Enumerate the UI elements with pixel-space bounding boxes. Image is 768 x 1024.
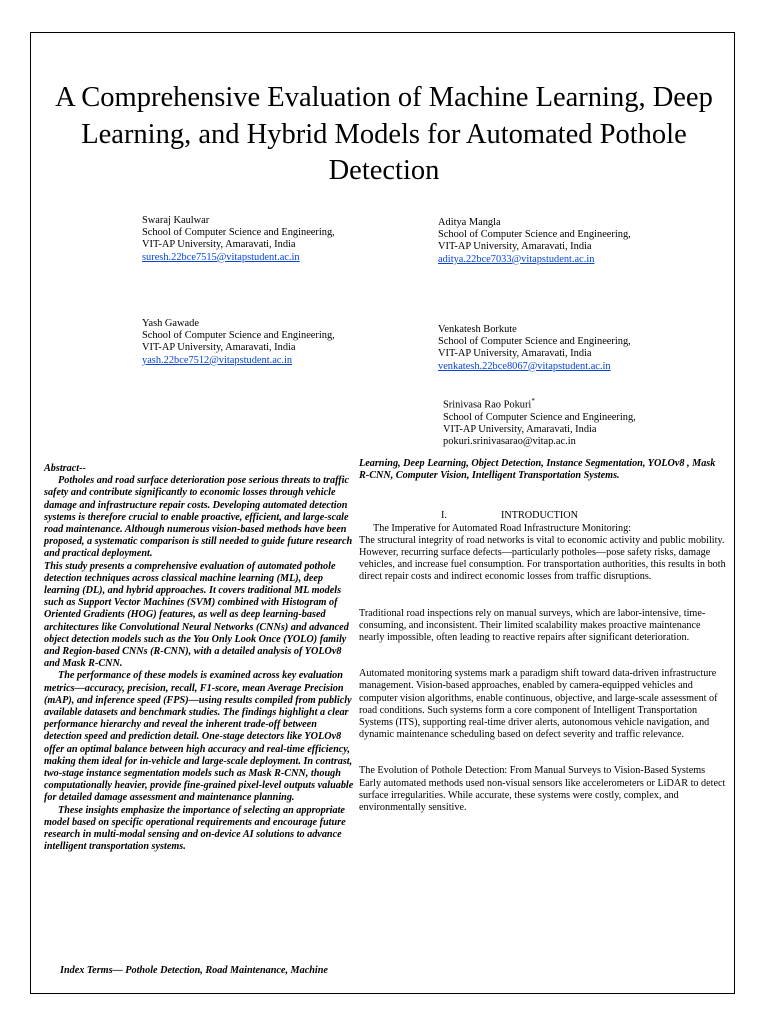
author-affiliation: VIT-AP University, Amaravati, India: [142, 342, 296, 354]
paper-title: A Comprehensive Evaluation of Machine Learning, Deep Learning, and Hybrid Models for Automated Pothole Detection: [55, 82, 713, 186]
abstract-paragraph: This study presents a comprehensive evaluation of automated pothole detection techniques across classical machine learning (ML), deep learning (DL), and hybrid approaches. It covers traditional ML models such as Support Vector Machines (SVM) combined with Histogram of Oriented Gradients (HOG) features, as well as deep learning-based architectures like Convolutional Neural Networks (CNNs) and advanced object detection models such as the You Only Look Once (YOLO) family and Region-based CNNs (R-CNN), with a detailed analysis of YOLOv8 and Mask R-CNN.: [44, 560, 349, 670]
abstract-label: Abstract--: [44, 463, 86, 474]
section-heading: [359, 510, 727, 522]
abstract-column: [44, 463, 356, 976]
author-name: Venkatesh Borkute: [438, 324, 517, 335]
author-affiliation: VIT-AP University, Amaravati, India: [142, 239, 296, 251]
author-name: Swaraj Kaulwar: [142, 215, 210, 226]
author-name: Aditya Mangla: [438, 217, 501, 228]
body-paragraph: Automated monitoring systems mark a paradigm shift toward data-driven infrastructure management. Vision-based approaches, enabled by camera-equipped vehicles and computer vision algorithms, enable continuous, objective, and large-scale assessment of road conditions. Such systems form a core component of Intelligent Transportation Systems (ITS), supporting real-time driver alerts, autonomous vehicle navigation, and dynamic maintenance scheduling based on defect severity and traffic relevance.: [359, 668, 718, 741]
author-dept: School of Computer Science and Engineering,: [142, 330, 335, 342]
author-affiliation: VIT-AP University, Amaravati, India: [438, 241, 592, 253]
author-name-line: [443, 395, 636, 412]
author-email-link[interactable]: venkatesh.22bce8067@vitapstudent.ac.in: [438, 360, 611, 372]
section-title: INTRODUCTION: [501, 510, 578, 522]
author-dept: School of Computer Science and Engineering,: [438, 336, 631, 348]
author-name: Srinivasa Rao Pokuri: [443, 399, 532, 411]
author-dept: School of Computer Science and Engineering,: [443, 411, 636, 423]
author-email-link[interactable]: yash.22bce7512@vitapstudent.ac.in: [142, 354, 293, 366]
author-email-link[interactable]: aditya.22bce7033@vitapstudent.ac.in: [438, 253, 595, 265]
author-affiliation: VIT-AP University, Amaravati, India: [438, 348, 592, 360]
author-email: pokuri.srinivasarao@vitap.ac.in: [443, 436, 576, 448]
subsection-heading: The Evolution of Pothole Detection: From Manual Surveys to Vision-Based Systems: [359, 765, 706, 777]
abstract-paragraph: These insights emphasize the importance of selecting an appropriate model based on specific operational requirements and encourage future research in multi-modal sensing and on-device AI solutions to advance intelligent transportation systems.: [44, 804, 346, 853]
subsection-heading: The Imperative for Automated Road Infrastructure Monitoring:: [373, 522, 632, 534]
index-terms-start: Index Terms— Pothole Detection, Road Maintenance, Machine: [60, 965, 328, 976]
author-dept: School of Computer Science and Engineering,: [142, 227, 335, 239]
author-block: [142, 318, 335, 367]
author-dept: School of Computer Science and Engineering,: [438, 229, 631, 241]
author-affiliation: VIT-AP University, Amaravati, India: [443, 423, 597, 435]
section-number: I.: [441, 510, 447, 522]
body-paragraph: The structural integrity of road networks is vital to economic activity and public mobility. However, recurring surface defects—particularly potholes—pose safety risks, damage vehicles, and increase fuel consumption. For transportation authorities, this results in both direct repair costs and indirect economic losses from traffic disruptions.: [359, 534, 726, 583]
author-block: [443, 395, 636, 448]
author-name: Yash Gawade: [142, 318, 199, 329]
author-block: [438, 217, 631, 266]
body-paragraph: Traditional road inspections rely on manual surveys, which are labor-intensive, time-consuming, and inconsistent. Their limited scalability makes proactive maintenance nearly impossible, often leading to reactive repairs after significant deterioration.: [359, 607, 706, 644]
corresponding-author-mark: *: [531, 397, 535, 405]
author-block: [142, 215, 335, 264]
author-block: [438, 324, 631, 373]
introduction-column: [359, 458, 727, 814]
body-paragraph: Early automated methods used non-visual sensors like accelerometers or LiDAR to detect surface irregularities. While accurate, these systems were costly, complex, and environmentally sensitive.: [359, 777, 726, 814]
author-email-link[interactable]: suresh.22bce7515@vitapstudent.ac.in: [142, 251, 300, 263]
abstract-paragraph: The performance of these models is examined across key evaluation metrics—accuracy, precision, recall, F1-score, mean Average Precision (mAP), and inference speed (FPS)—using results compiled from publicly available datasets and benchmark studies. The findings highlight a clear performance hierarchy and reveal the inherent trade-off between detection speed and prediction detail. One-stage detectors like YOLOv8 offer an optimal balance between high accuracy and real-time efficiency, making them ideal for in-vehicle and large-scale deployment. In contrast, two-stage instance segmentation models such as Mask R-CNN, though computationally heavier, provide fine-grained pixel-level outputs valuable for detailed damage assessment and maintenance planning.: [44, 670, 354, 804]
abstract-paragraph: Potholes and road surface deterioration pose serious threats to traffic safety and contribute significantly to economic losses through vehicle damage and infrastructure repair costs. Developing automated detection systems is therefore crucial to enable proactive, efficient, and large-scale road maintenance. Although numerous vision-based methods have been proposed, a systematic comparison is still needed to guide future research and practical deployment.: [44, 475, 353, 560]
index-terms-continuation: Learning, Deep Learning, Object Detection, Instance Segmentation, YOLOv8 , Mask R-CNN, Computer Vision, Intelligent Transportation Systems.: [359, 458, 716, 482]
